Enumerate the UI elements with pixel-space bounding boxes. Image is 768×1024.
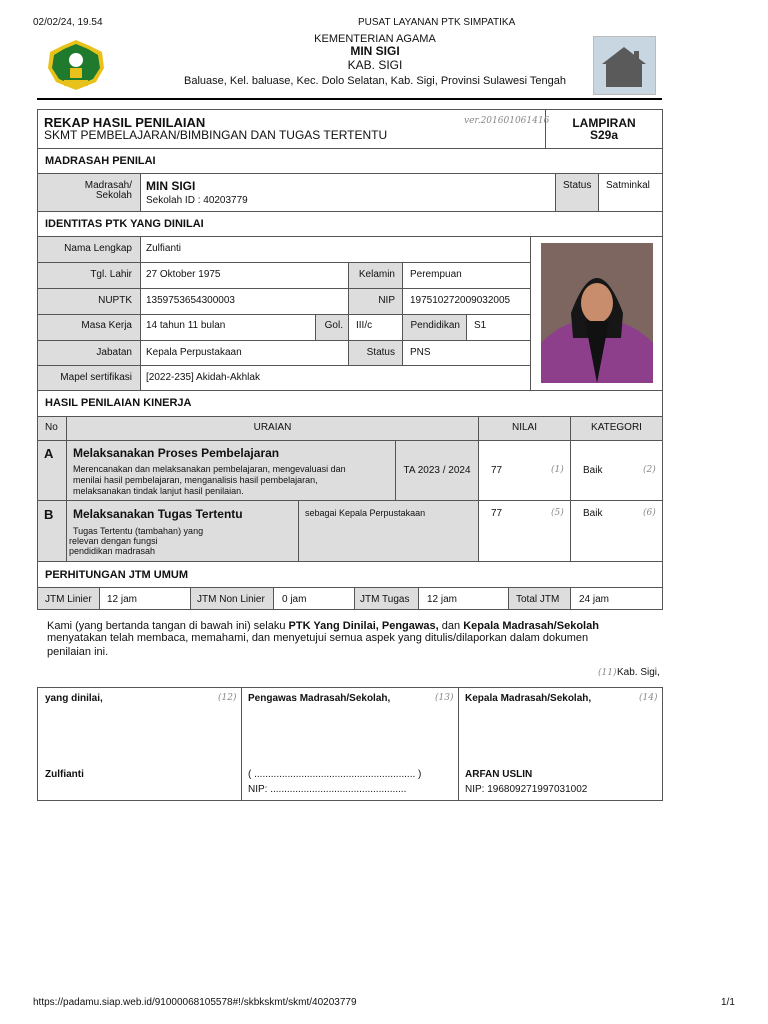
regency-name: KAB. SIGI [347, 58, 403, 72]
nip-label: NIP [378, 295, 395, 306]
row-b-desc-2: relevan dengan fungsi [69, 536, 158, 546]
jtm-tugas-label: JTM Tugas [360, 594, 410, 605]
madrasah-status-value: Satminkal [606, 180, 650, 191]
status-value: PNS [410, 347, 431, 358]
masa-label: Masa Kerja [81, 320, 132, 331]
gol-value: III/c [356, 320, 373, 331]
row-b-desc-1: Tugas Tertentu (tambahan) yang [73, 526, 204, 536]
kinerja-section-title: HASIL PENILAIAN KINERJA [45, 397, 192, 409]
madrasah-label-1: Madrasah/ [84, 180, 132, 191]
school-address: Baluase, Kel. baluase, Kec. Dolo Selatan, Kab. Sigi, Provinsi Sulawesi Tengah [184, 75, 566, 87]
jtm-linier: 12 jam [107, 594, 138, 605]
nuptk-label: NUPTK [98, 295, 132, 306]
row-a-desc-1: Merencanakan dan melaksanakan pembelajaran, mengevaluasi dan [73, 464, 346, 474]
jabatan-value: Kepala Perpustakaan [146, 347, 242, 358]
sig-ptk-ref: (12) [218, 693, 237, 703]
row-b-kategori: Baik [583, 508, 603, 519]
row-a-no: A [44, 446, 54, 461]
col-kategori: KATEGORI [591, 422, 642, 433]
row-a-nilai-ref: (1) [551, 465, 564, 475]
madrasah-section-title: MADRASAH PENILAI [45, 155, 156, 167]
col-nilai: NILAI [511, 422, 537, 433]
sig-kepala-ref: (14) [639, 693, 658, 703]
kelamin-label: Kelamin [358, 269, 395, 280]
row-b-extra: sebagai Kepala Perpustakaan [305, 508, 426, 518]
sig-pengawas-title: Pengawas Madrasah/Sekolah, [248, 693, 391, 704]
madrasah-school-id: Sekolah ID : 40203779 [146, 195, 248, 206]
madrasah-status-cell [598, 173, 663, 212]
jtm-section-title: PERHITUNGAN JTM UMUM [45, 569, 188, 581]
row-a-title: Melaksanakan Proses Pembelajaran [73, 446, 280, 460]
sig-kepala-name: ARFAN USLIN [465, 769, 533, 780]
sig-ptk-title: yang dinilai, [45, 693, 103, 704]
madrasah-value-cell [140, 173, 556, 212]
tgl-value: 27 Oktober 1975 [146, 269, 221, 280]
lampiran-label: LAMPIRAN [572, 116, 636, 130]
jtm-total-label: Total JTM [516, 594, 560, 605]
doc-title: REKAP HASIL PENILAIAN [44, 115, 206, 130]
row-b-kategori-ref: (6) [643, 508, 656, 518]
school-name: MIN SIGI [350, 44, 400, 58]
col-no: No [45, 422, 58, 433]
page-url: https://padamu.siap.web.id/91000068105578#!/skbkskmt/skmt/40203779 [33, 997, 357, 1008]
letterhead-divider [37, 98, 662, 100]
row-a-nilai: 77 [491, 465, 503, 476]
jtm-tugas: 12 jam [427, 594, 458, 605]
col-uraian: URAIAN [253, 422, 292, 433]
pend-label: Pendidikan [410, 320, 460, 331]
sig-kepala-title: Kepala Madrasah/Sekolah, [465, 693, 592, 704]
statement-line-3: penilaian ini. [47, 646, 109, 658]
signature-box-ptk [37, 687, 242, 801]
identitas-section-title: IDENTITAS PTK YANG DINILAI [45, 218, 204, 230]
sig-pengawas-name: ( .......................................................... ) [248, 769, 422, 780]
jtm-nonlinier: 0 jam [282, 594, 307, 605]
row-b-nilai: 77 [491, 508, 503, 519]
row-b-nilai-ref: (5) [551, 508, 564, 518]
sig-pengawas-ref: (13) [435, 693, 454, 703]
jtm-total: 24 jam [579, 594, 610, 605]
doc-subtitle: SKMT PEMBELAJARAN/BIMBINGAN DAN TUGAS TERTENTU [44, 128, 388, 142]
service-title: PUSAT LAYANAN PTK SIMPATIKA [358, 17, 516, 28]
sig-kepala-nip: NIP: 196809271997031002 [465, 784, 588, 795]
mapel-label: Mapel sertifikasi [60, 372, 132, 383]
row-b-desc-3: pendidikan madrasah [69, 546, 156, 556]
ministry-logo-icon [46, 38, 106, 92]
nip-value: 197510272009032005 [410, 295, 511, 306]
row-b-no: B [44, 507, 54, 522]
row-a-kategori: Baik [583, 465, 603, 476]
kelamin-value: Perempuan [410, 269, 462, 280]
row-a-desc-3: melaksanakan tindak lanjut hasil penilaian. [73, 486, 244, 496]
house-placeholder-icon [593, 36, 656, 95]
place: Kab. Sigi, [617, 667, 660, 678]
statement-line-2: menyatakan telah membaca, memahami, dan menyetujui semua aspek yang ditulis/dilaporkan dalam dokumen [47, 632, 589, 644]
madrasah-status-label-cell [555, 173, 599, 212]
nama-value: Zulfianti [146, 243, 182, 254]
mapel-value: [2022-235] Akidah-Akhlak [146, 372, 260, 383]
place-ref: (11) [598, 668, 617, 678]
ministry-name: KEMENTERIAN AGAMA [314, 33, 436, 45]
status-label: Status [366, 347, 395, 358]
nama-label: Nama Lengkap [64, 243, 132, 254]
statement-line-1: Kami (yang bertanda tangan di bawah ini) selaku PTK Yang Dinilai, Pengawas, dan Kepala Madrasah/Sekolah [47, 620, 599, 632]
sig-pengawas-nip: NIP: ................................................. [248, 784, 407, 795]
doc-version: ver.201601061416 [464, 116, 550, 126]
jabatan-label: Jabatan [96, 347, 132, 358]
lampiran-code: S29a [589, 128, 619, 142]
ptk-photo [541, 243, 653, 383]
nama-value-cell [140, 236, 531, 263]
gol-label: Gol. [324, 320, 343, 331]
page-number: 1/1 [721, 997, 735, 1008]
sig-ptk-name: Zulfianti [45, 769, 84, 780]
jtm-linier-label: JTM Linier [45, 594, 92, 605]
jtm-nonlinier-label: JTM Non Linier [197, 594, 265, 605]
madrasah-name: MIN SIGI [146, 179, 196, 193]
nuptk-value: 1359753654300003 [146, 295, 235, 306]
madrasah-label-2: Sekolah [95, 190, 132, 201]
row-b-title: Melaksanakan Tugas Tertentu [73, 507, 243, 521]
row-a-desc-2: menilai hasil pembelajaran, menganalisis hasil pembelajaran, [73, 475, 318, 485]
print-datetime: 02/02/24, 19.54 [33, 17, 103, 28]
madrasah-status-label: Status [563, 180, 592, 191]
row-a-kategori-ref: (2) [643, 465, 656, 475]
row-a-ta: TA 2023 / 2024 [403, 465, 471, 476]
masa-value: 14 tahun 11 bulan [146, 320, 226, 331]
tgl-label: Tgl. Lahir [90, 269, 132, 280]
pend-value: S1 [474, 320, 487, 331]
